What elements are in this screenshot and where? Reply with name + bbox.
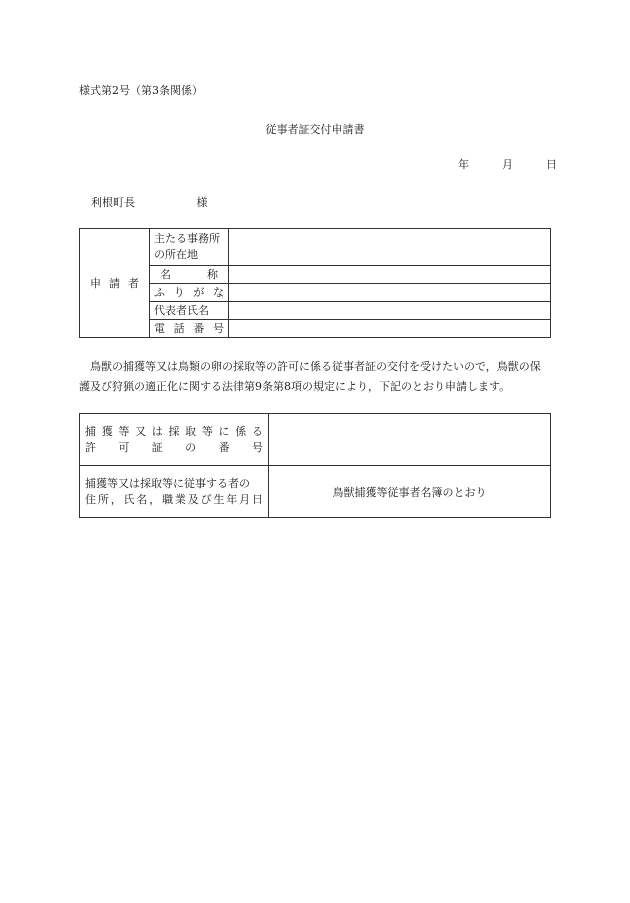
date-day: 日 [546, 158, 557, 171]
date-line [458, 156, 557, 172]
addressee [91, 194, 208, 210]
application-statement: 鳥獣の捕獲等又は鳥類の卵の採取等の許可に係る従事者証の交付を受けたいので，鳥獣の保護及び狩猟の適正化に関する法律第9条第8項の規定により，下記のとおり申請します。 [79, 360, 541, 393]
date-month: 月 [502, 158, 513, 171]
addressee-suffix: 様 [196, 196, 208, 209]
addressee-name: 利根町長 [91, 196, 135, 209]
date-year: 年 [458, 158, 469, 171]
phone-number-value[interactable] [229, 320, 551, 338]
worker-info-label: 捕獲等又は採取等に従事する者の 住 所 ， 氏 名 ， 職 業 及 び 生 年 月 日 [80, 466, 269, 518]
furigana-label: ふ り が な [150, 284, 229, 302]
representative-name-value[interactable] [229, 302, 551, 320]
office-address-label: 主たる事務所の所在地 [150, 229, 229, 266]
permit-number-label: 捕 獲 等 又 は 採 取 等 に 係 る 許 可 証 の 番 号 [80, 414, 269, 466]
form-number-label: 様式第2号（第3条関係） [79, 84, 203, 97]
name-label: 名 称 [150, 266, 229, 284]
permit-number-value[interactable] [269, 414, 551, 466]
name-value[interactable] [229, 266, 551, 284]
phone-number-label: 電 話 番 号 [150, 320, 229, 338]
document-title: 従事者証交付申請書 [265, 123, 365, 136]
representative-name-label: 代表者氏名 [150, 302, 229, 320]
worker-info-value: 鳥獣捕獲等従事者名簿のとおり [269, 466, 551, 518]
furigana-value[interactable] [229, 284, 551, 302]
office-address-value[interactable] [229, 229, 551, 266]
applicant-table [79, 228, 551, 338]
permit-table [79, 413, 551, 518]
applicant-group-label: 申 請 者 [80, 229, 150, 338]
